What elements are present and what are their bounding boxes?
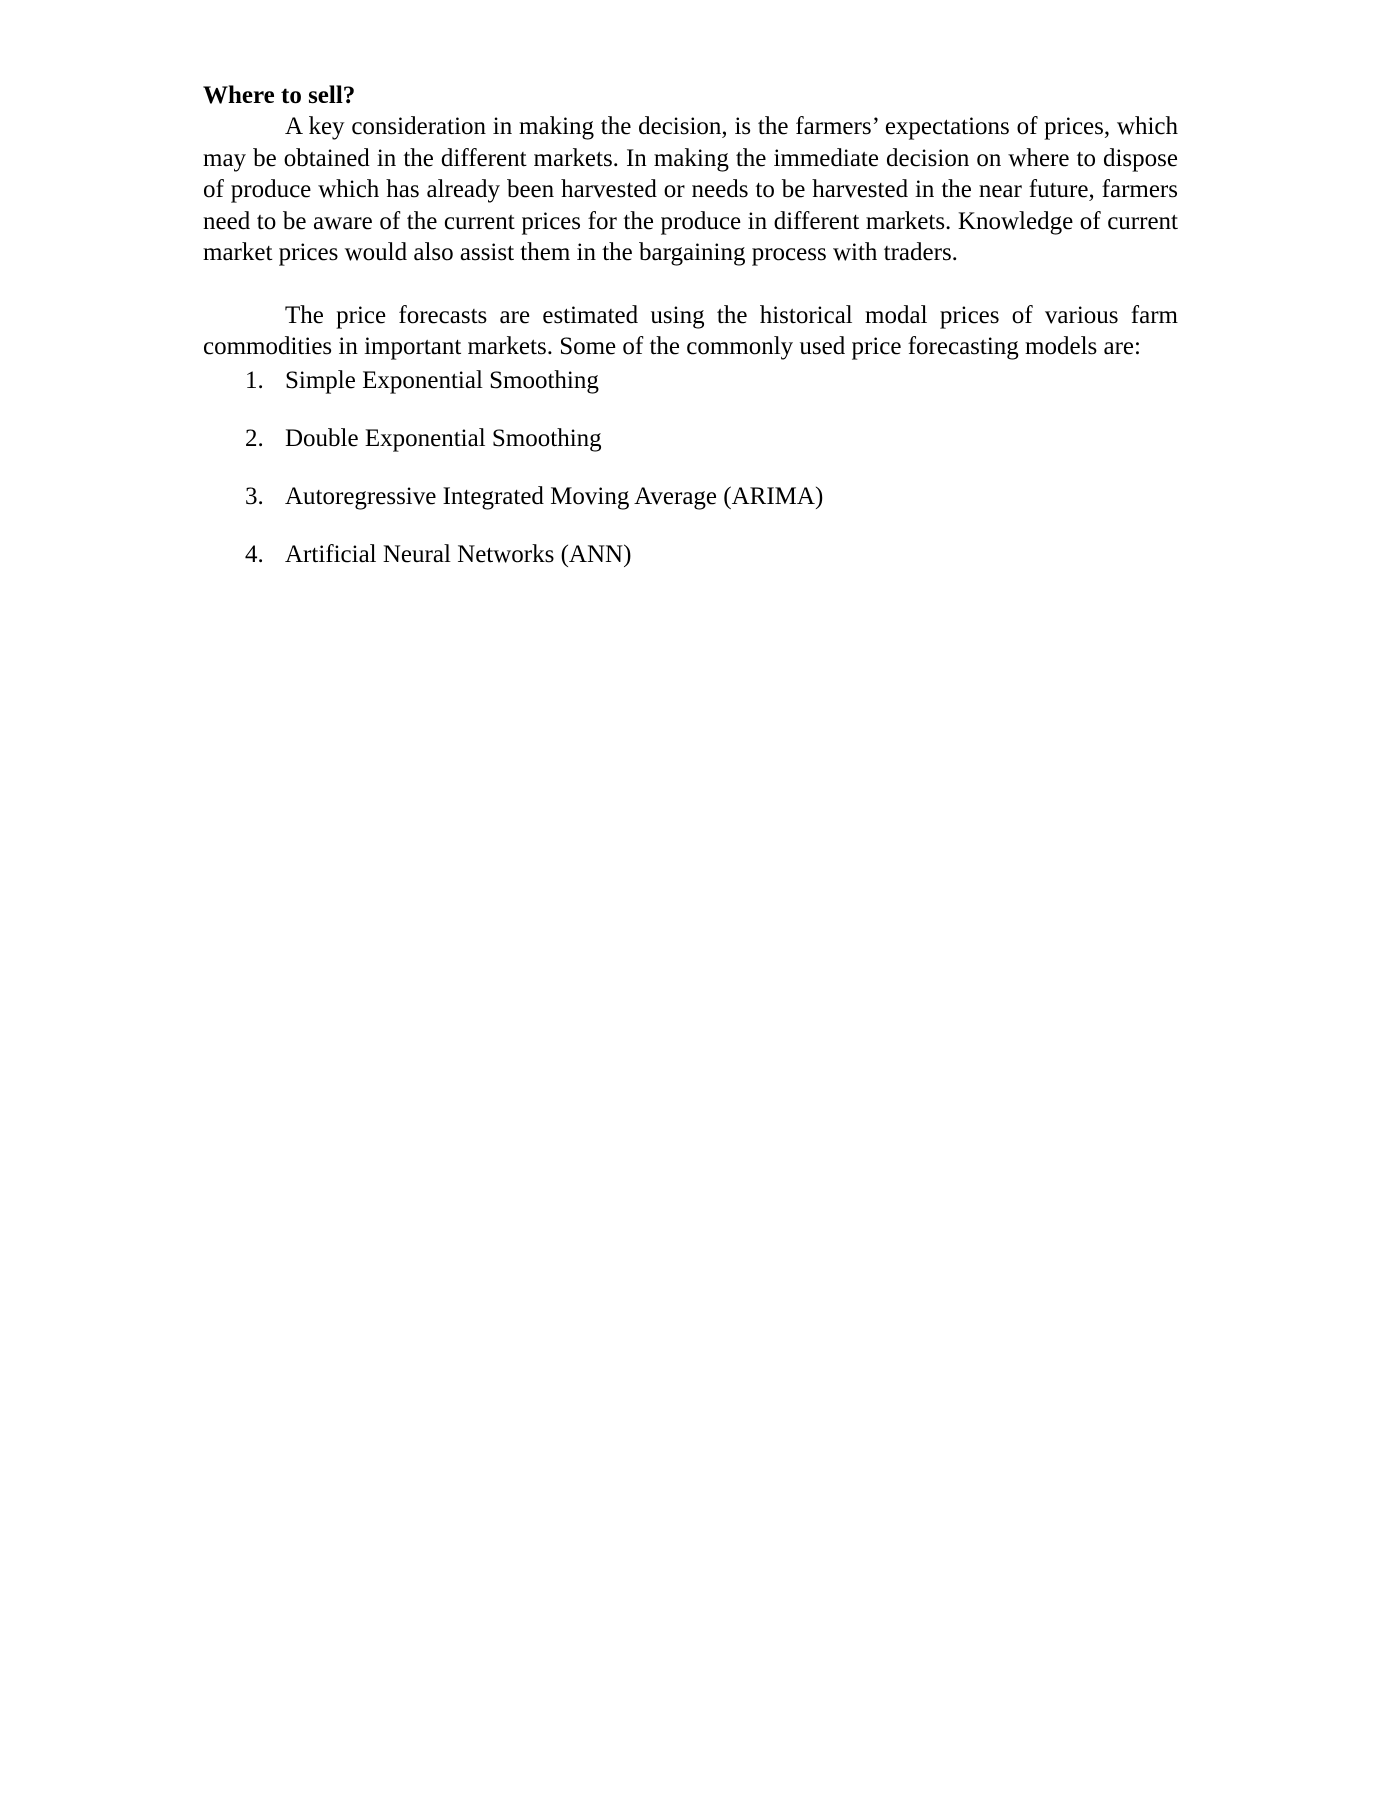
list-item-label: Double Exponential Smoothing — [285, 424, 602, 452]
section-heading: Where to sell? — [203, 82, 356, 109]
list-item-number: 2. — [245, 424, 264, 452]
forecasting-models-list — [203, 365, 1178, 570]
list-item-label: Simple Exponential Smoothing — [285, 366, 599, 394]
document-page — [203, 80, 1178, 597]
paragraph-price-forecasts: The price forecasts are estimated using the historical modal prices of various farm commodities in important markets. Some of the commonly used price forecasting models are: — [203, 301, 1178, 360]
list-item — [203, 423, 1178, 454]
list-item-number: 4. — [245, 540, 264, 568]
paragraph-market-prices: A key consideration in making the decision, is the farmers’ expectations of prices, which may be obtained in the different markets. In making the immediate decision on where to dispose of produce which has already been harvested or needs to be harvested in the near future, farmers need to be aware of the current prices for the produce in different markets. Knowledge of current market prices would also assist them in the bargaining process with traders. — [203, 113, 1178, 266]
list-item — [203, 481, 1178, 512]
list-item-number: 3. — [245, 482, 264, 510]
list-item — [203, 539, 1178, 570]
list-item-label: Autoregressive Integrated Moving Average (ARIMA) — [285, 482, 824, 510]
list-item-label: Artificial Neural Networks (ANN) — [285, 540, 632, 568]
list-item — [203, 365, 1178, 396]
list-item-number: 1. — [245, 366, 264, 394]
